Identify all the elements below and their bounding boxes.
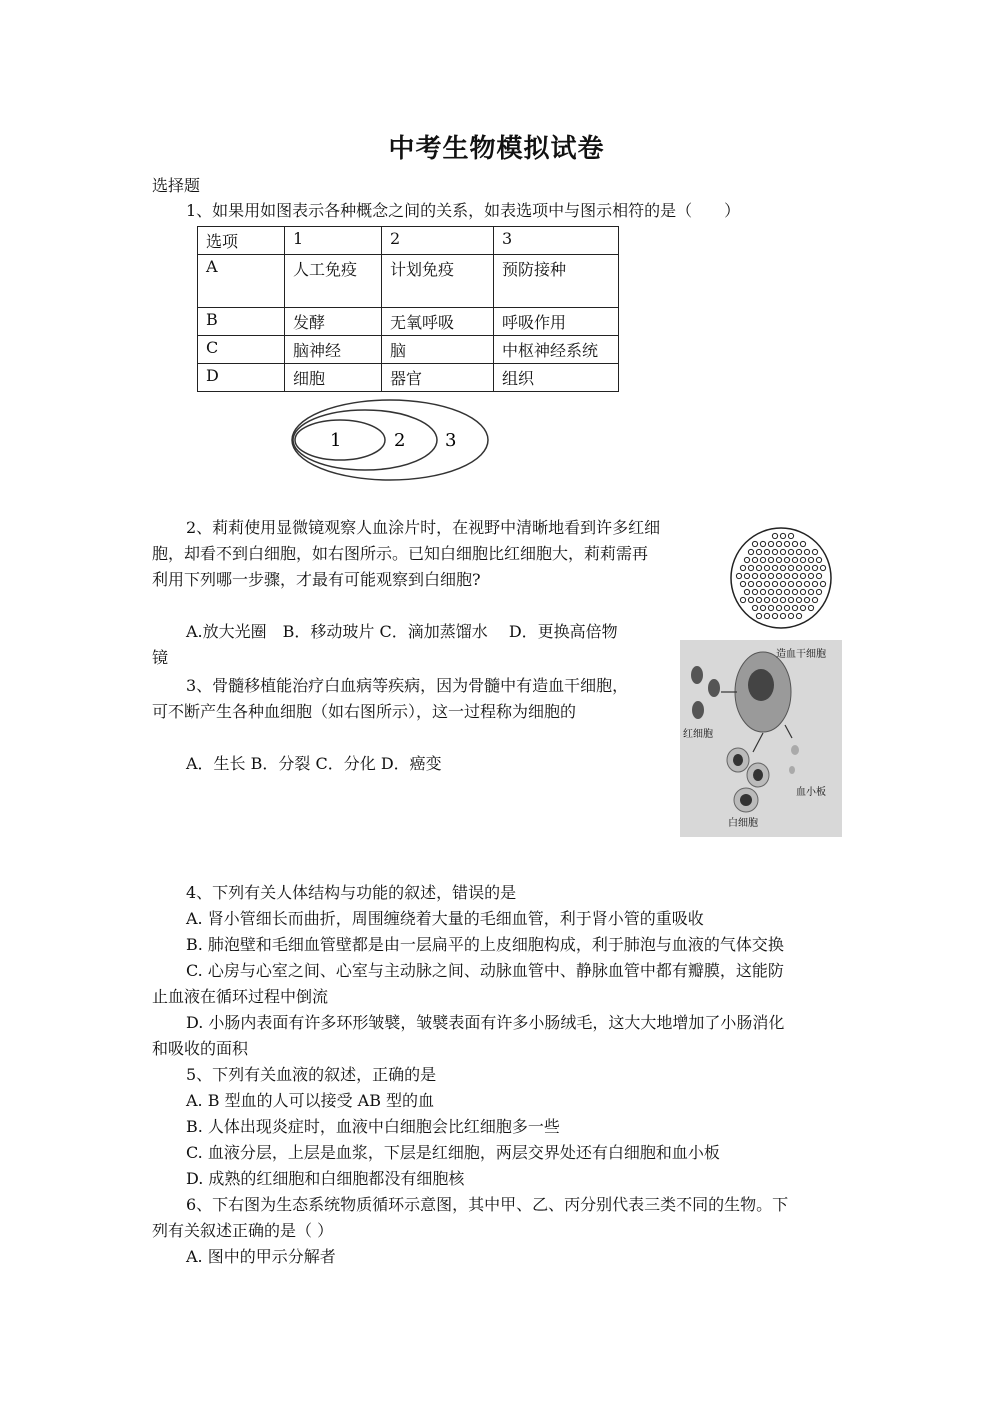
q5-option-d: D. 成熟的红细胞和白细胞都没有细胞核 (186, 1169, 465, 1188)
q4-option-d-line-2: 和吸收的面积 (152, 1039, 249, 1058)
table-cell: C (198, 336, 285, 364)
ellipse-2 (293, 410, 437, 470)
q4-option-d-line-1: D. 小肠内表面有许多环形皱襞，皱襞表面有许多小肠绒毛，这大大地增加了小肠消化 (186, 1013, 785, 1032)
q2-options-tail: 镜 (152, 648, 169, 667)
table-cell: 中枢神经系统 (494, 336, 619, 364)
table-header-row (198, 227, 619, 255)
blood-cell-differentiation-figure (680, 640, 842, 837)
white-cell-nucleus-icon (733, 754, 743, 766)
table-cell: 细胞 (285, 364, 382, 392)
q5-option-b: B. 人体出现炎症时，血液中白细胞会比红细胞多一些 (186, 1117, 560, 1136)
q1-options-table (197, 226, 619, 392)
white-cell-nucleus-icon (740, 794, 752, 806)
q2-line-3: 利用下列哪一步骤，才最有可能观察到白细胞? (152, 570, 481, 589)
q5-option-a: A. B 型血的人可以接受 AB 型的血 (186, 1091, 435, 1110)
table-cell: 器官 (382, 364, 494, 392)
table-cell: A (198, 255, 285, 308)
q6-option-a: A. 图中的甲示分解者 (186, 1247, 336, 1266)
q6-line-1: 6、下右图为生态系统物质循环示意图，其中甲、乙、丙分别代表三类不同的生物。下 (186, 1195, 789, 1214)
table-cell: 组织 (494, 364, 619, 392)
ellipse-label-3: 3 (445, 430, 457, 451)
table-cell: 计划免疫 (382, 255, 494, 308)
table-row (198, 308, 619, 336)
q5-option-c: C. 血液分层，上层是血浆，下层是红细胞，两层交界处还有白细胞和血小板 (186, 1143, 720, 1162)
table-cell: 1 (285, 227, 382, 255)
table-row (198, 364, 619, 392)
table-row (198, 255, 619, 308)
label-white-cell: 白细胞 (728, 818, 758, 829)
table-cell: 脑神经 (285, 336, 382, 364)
table-cell: 脑 (382, 336, 494, 364)
label-platelet: 血小板 (796, 787, 826, 798)
q3-line-1: 3、骨髓移植能治疗白血病等疾病，因为骨髓中有造血干细胞， (186, 676, 629, 695)
table-cell: 3 (494, 227, 619, 255)
table-cell: 人工免疫 (285, 255, 382, 308)
q2-line-1: 2、莉莉使用显微镜观察人血涂片时，在视野中清晰地看到许多红细 (186, 518, 661, 537)
q4-option-c-line-1: C. 心房与心室之间、心室与主动脉之间、动脉血管中、静脉血管中都有瓣膜，这能防 (186, 961, 784, 980)
platelet-icon (791, 745, 799, 755)
red-cell-icon (691, 666, 703, 684)
table-cell: 2 (382, 227, 494, 255)
table-cell: 呼吸作用 (494, 308, 619, 336)
table-cell: 发酵 (285, 308, 382, 336)
q1-stem: 1、如果用如图表示各种概念之间的关系，如表选项中与图示相符的是（ ） (186, 201, 741, 220)
table-cell: B (198, 308, 285, 336)
red-cell-icon (692, 701, 704, 719)
nested-ellipses-diagram (290, 398, 500, 488)
label-red-cell: 红细胞 (683, 729, 713, 740)
stem-cell-nucleus-icon (748, 669, 774, 701)
platelet-icon (789, 766, 795, 774)
q2-options: A.放大光圈 B．移动玻片 C．滴加蒸馏水 D．更换高倍物 (186, 622, 618, 641)
q4-stem: 4、下列有关人体结构与功能的叙述，错误的是 (186, 883, 517, 902)
q5-stem: 5、下列有关血液的叙述，正确的是 (186, 1065, 437, 1084)
table-cell: D (198, 364, 285, 392)
q4-option-a: A. 肾小管细长而曲折，周围缠绕着大量的毛细血管，利于肾小管的重吸收 (186, 909, 704, 928)
red-cell-icon (708, 679, 720, 697)
q2-line-2: 胞，却看不到白细胞，如右图所示。已知白细胞比红细胞大，莉莉需再 (152, 544, 649, 563)
q6-line-2: 列有关叙述正确的是（ ） (152, 1221, 334, 1240)
ellipse-label-1: 1 (330, 430, 342, 451)
microscope-field-figure (728, 526, 834, 630)
table-cell: 选项 (198, 227, 285, 255)
page-title: 中考生物模拟试卷 (388, 134, 605, 164)
q4-option-c-line-2: 止血液在循环过程中倒流 (152, 987, 329, 1006)
q4-option-b: B. 肺泡壁和毛细血管壁都是由一层扁平的上皮细胞构成，利于肺泡与血液的气体交换 (186, 935, 784, 954)
table-cell: 预防接种 (494, 255, 619, 308)
section-heading: 选择题 (152, 176, 201, 195)
table-cell: 无氧呼吸 (382, 308, 494, 336)
table-row (198, 336, 619, 364)
q3-options: A．生长 B．分裂 C．分化 D．癌变 (186, 754, 442, 773)
white-cell-nucleus-icon (753, 769, 763, 781)
ellipse-label-2: 2 (394, 430, 406, 451)
label-stem-cell: 造血干细胞 (776, 649, 826, 660)
q3-line-2: 可不断产生各种血细胞（如右图所示），这一过程称为细胞的 (152, 702, 577, 721)
